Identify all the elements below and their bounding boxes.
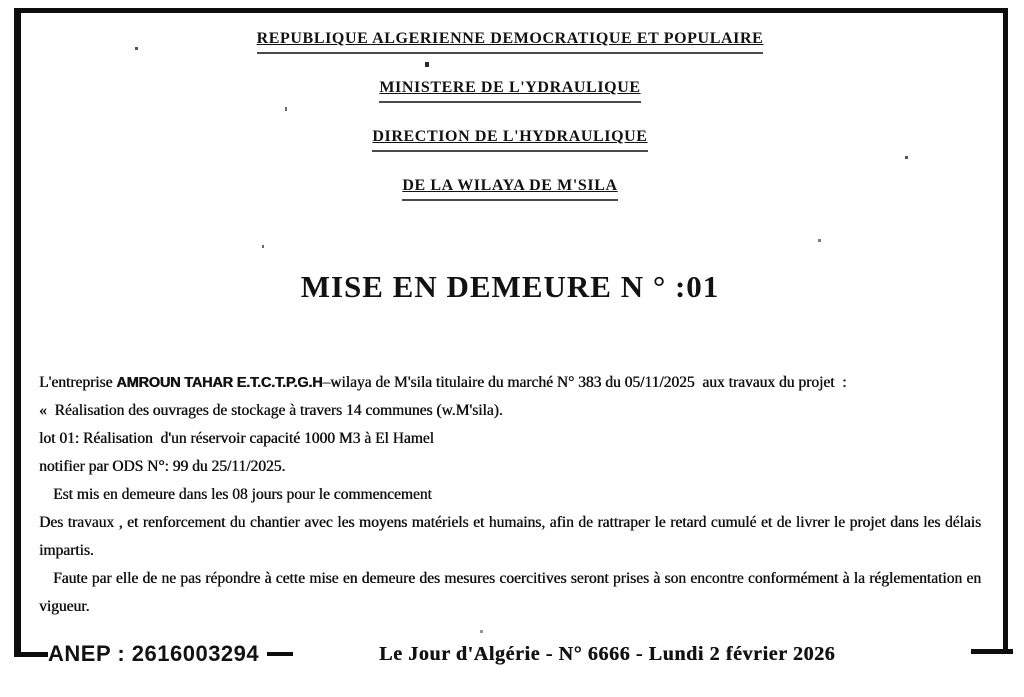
scan-speck bbox=[905, 156, 908, 159]
header-line-ministry bbox=[39, 76, 981, 103]
header-line-wilaya bbox=[39, 174, 981, 201]
scan-speck bbox=[135, 47, 138, 50]
header-line-republic-text: REPUBLIQUE ALGERIENNE DEMOCRATIQUE ET POPULAIRE bbox=[257, 27, 764, 54]
body-paragraph-ods: notifier par ODS N°: 99 du 25/11/2025. bbox=[39, 458, 286, 475]
anep-block bbox=[14, 641, 301, 667]
notice-footer bbox=[14, 641, 1013, 667]
notice-body bbox=[39, 369, 985, 621]
anep-right-dash bbox=[267, 652, 293, 656]
body-paragraph-project: « Réalisation des ouvrages de stockage à travers 14 communes (w.M'sila). bbox=[39, 402, 503, 419]
anep-left-dash bbox=[14, 652, 40, 656]
body-paragraph-lot: lot 01: Réalisation d'un réservoir capacité 1000 M3 à El Hamel bbox=[39, 430, 434, 447]
intro-rest: –wilaya de M'sila titulaire du marché N° 383 du 05/11/2025 aux travaux du projet : bbox=[322, 374, 847, 391]
scan-speck bbox=[285, 107, 287, 111]
intro-prefix: L'entreprise bbox=[39, 374, 117, 391]
header-line-direction bbox=[39, 125, 981, 152]
body-paragraph-faute: Faute par elle de ne pas répondre à cette mise en demeure des mesures coercitives seront prises à son encontre conformément à la réglementation en vigueur. bbox=[39, 570, 985, 615]
document-frame bbox=[14, 8, 1008, 654]
scan-speck bbox=[480, 630, 483, 633]
notice-title: MISE EN DEMEURE N ° :01 bbox=[300, 269, 720, 304]
header-line-republic bbox=[39, 27, 981, 54]
anep-number: ANEP : 2616003294 bbox=[48, 641, 260, 666]
scan-speck bbox=[262, 245, 264, 248]
header-line-wilaya-text: DE LA WILAYA DE M'SILA bbox=[402, 174, 617, 201]
intro-paragraph bbox=[39, 369, 981, 397]
journal-line: Le Jour d'Algérie - N° 6666 - Lundi 2 février 2026 bbox=[379, 642, 836, 665]
header-line-ministry-text: MINISTERE DE L'YDRAULIQUE bbox=[379, 76, 640, 103]
scan-speck bbox=[818, 239, 821, 242]
company-name: AMROUN TAHAR E.T.C.T.P.G.H bbox=[116, 375, 323, 391]
scan-speck bbox=[425, 62, 429, 67]
header-line-direction-text: DIRECTION DE L'HYDRAULIQUE bbox=[372, 125, 647, 152]
body-paragraph-travaux: Des travaux , et renforcement du chantier avec les moyens matériels et humains, afin de rattraper le retard cumulé et de livrer le projet dans les délais impartis. bbox=[39, 514, 985, 559]
body-paragraph-demeure: Est mis en demeure dans les 08 jours pour le commencement bbox=[53, 486, 432, 503]
